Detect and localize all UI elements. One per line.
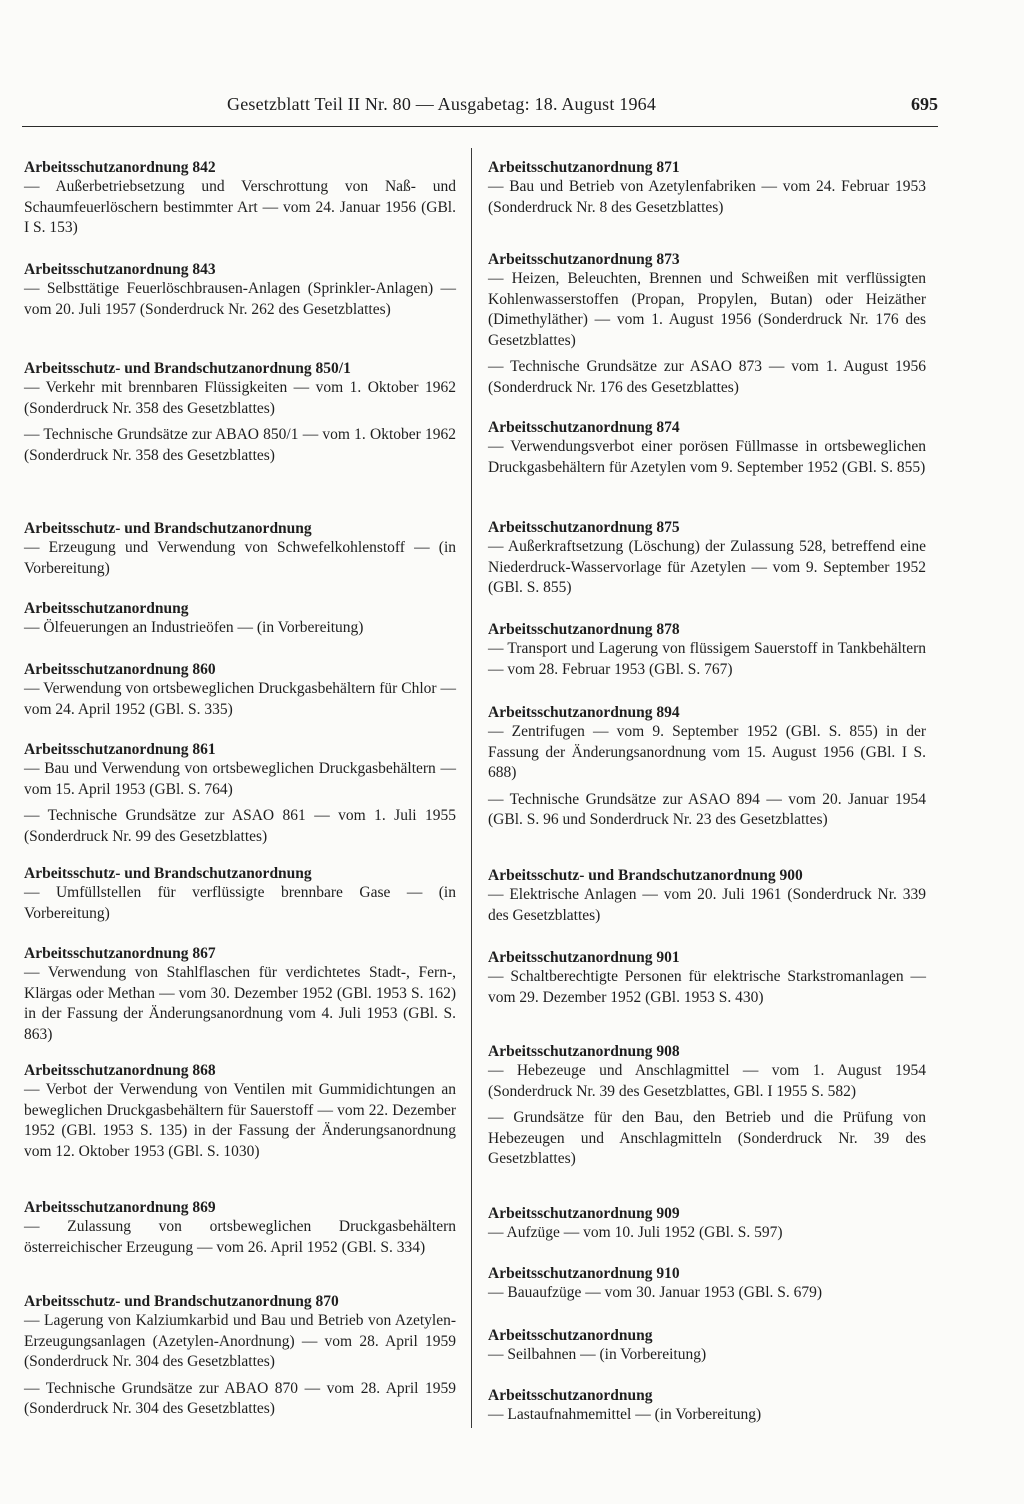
- entry-asao-843: [24, 260, 456, 320]
- entry-title: Arbeitsschutzanordnung 901: [488, 949, 680, 966]
- entry-title: Arbeitsschutzanordnung: [488, 1387, 653, 1404]
- entry-item: — Ölfeuerungen an Industrieöfen — (in Vorbereitung): [24, 619, 364, 636]
- entry-asao-oelfeuerungen: [24, 599, 456, 639]
- entry-item: — Schaltberechtigte Personen für elektrische Starkstromanlagen — vom 29. Dezember 1952 (GBl. 1953 S. 430): [488, 968, 926, 1006]
- entry-asao-861: [24, 740, 456, 847]
- entry-title: Arbeitsschutzanordnung 873: [488, 251, 680, 268]
- entry-item: — Verwendung von Stahlflaschen für verdichtetes Stadt-, Fern-, Klärgas oder Methan — vom 30. Dezember 1952 (GBl. 1953 S. 162) in der Fassung der Änderungsanordnung vom 4. Juli 1953 (GBl. S. 863): [24, 964, 456, 1043]
- entry-item: — Verwendungsverbot einer porösen Füllmasse in ortsbeweglichen Druckgasbehältern für Azetylen vom 9. September 1952 (GBl. S. 855): [488, 438, 926, 476]
- entry-title: Arbeitsschutzanordnung 894: [488, 704, 680, 721]
- entry-asao-860: [24, 660, 456, 720]
- entry-asao-875: [488, 518, 926, 599]
- entry-item: — Technische Grundsätze zur ASAO 873 — vom 1. August 1956 (Sonderdruck Nr. 176 des Gesetzblattes): [488, 358, 926, 396]
- entry-asao-873: [488, 250, 926, 399]
- entry-asao-908: [488, 1042, 926, 1170]
- entry-title: Arbeitsschutzanordnung 842: [24, 159, 216, 176]
- entry-title: Arbeitsschutzanordnung 871: [488, 159, 680, 176]
- entry-title: Arbeitsschutzanordnung 909: [488, 1205, 680, 1222]
- entry-item: — Aufzüge — vom 10. Juli 1952 (GBl. S. 597): [488, 1224, 783, 1241]
- entry-asao-842: [24, 158, 456, 239]
- entry-item: — Bauaufzüge — vom 30. Januar 1953 (GBl. S. 679): [488, 1284, 823, 1301]
- entry-title: Arbeitsschutzanordnung 867: [24, 945, 216, 962]
- entry-item: — Grundsätze für den Bau, den Betrieb und die Prüfung von Hebezeugen und Anschlagmitteln (Sonderdruck Nr. 39 des Gesetzblattes): [488, 1109, 926, 1168]
- entry-title: Arbeitsschutzanordnung 874: [488, 419, 680, 436]
- entry-item: — Außerbetriebsetzung und Verschrottung von Naß- und Schaumfeuerlöschern bestimmter Art — vom 24. Januar 1956 (GBl. I S. 153): [24, 178, 456, 237]
- entry-title: Arbeitsschutzanordnung 860: [24, 661, 216, 678]
- page-header: [22, 90, 938, 127]
- entry-asao-901: [488, 948, 926, 1008]
- entry-item: — Hebezeuge und Anschlagmittel — vom 1. August 1954 (Sonderdruck Nr. 39 des Gesetzblattes, GBl. I 1955 S. 582): [488, 1062, 926, 1100]
- entry-title: Arbeitsschutzanordnung 861: [24, 741, 216, 758]
- entry-item: — Umfüllstellen für verflüssigte brennbare Gase — (in Vorbereitung): [24, 884, 456, 922]
- entry-asao-seilbahnen: [488, 1326, 926, 1366]
- entry-asao-894: [488, 703, 926, 831]
- entry-title: Arbeitsschutzanordnung: [488, 1327, 653, 1344]
- entry-title: Arbeitsschutzanordnung 910: [488, 1265, 680, 1282]
- entry-asao-867: [24, 944, 456, 1045]
- entry-item: — Technische Grundsätze zur ABAO 870 — vom 28. April 1959 (Sonderdruck Nr. 304 des Gesetzblattes): [24, 1379, 456, 1418]
- entry-title: Arbeitsschutzanordnung 908: [488, 1043, 680, 1060]
- entry-title: Arbeitsschutz- und Brandschutzanordnung 850/1: [24, 360, 351, 377]
- entry-item: — Verwendung von ortsbeweglichen Druckgasbehältern für Chlor — vom 24. April 1952 (GBl. S. 335): [24, 680, 456, 718]
- entry-asao-869: [24, 1198, 456, 1258]
- entry-title: Arbeitsschutzanordnung 869: [24, 1199, 216, 1216]
- entry-title: Arbeitsschutz- und Brandschutzanordnung: [24, 865, 312, 882]
- entry-item: — Zentrifugen — vom 9. September 1952 (GBl. S. 855) in der Fassung der Änderungsanordnung vom 15. August 1956 (GBl. I S. 688): [488, 723, 926, 782]
- entry-item: — Technische Grundsätze zur ASAO 894 — vom 20. Januar 1954 (GBl. S. 96 und Sonderdruck Nr. 23 des Gesetzblattes): [488, 790, 926, 829]
- entry-item: — Bau und Betrieb von Azetylenfabriken — vom 24. Februar 1953 (Sonderdruck Nr. 8 des Gesetzblattes): [488, 178, 926, 216]
- entry-title: Arbeitsschutzanordnung 843: [24, 261, 216, 278]
- page-number: 695: [911, 94, 938, 114]
- entry-asao-lastaufnahmemittel: [488, 1386, 926, 1426]
- entry-item: — Verbot der Verwendung von Ventilen mit Gummidichtungen an beweglichen Druckgasbehältern für Sauerstoff — vom 22. Dezember 1952 (GBl. 1953 S. 135) in der Fassung der Änderungsanordnung vom 12. Oktober 1953 (GBl. S. 1030): [24, 1081, 456, 1160]
- entry-item: — Seilbahnen — (in Vorbereitung): [488, 1346, 707, 1363]
- entry-item: — Verkehr mit brennbaren Flüssigkeiten — vom 1. Oktober 1962 (Sonderdruck Nr. 358 des Gesetzblattes): [24, 379, 456, 417]
- entry-title: Arbeitsschutzanordnung 878: [488, 621, 680, 638]
- entry-abao-870: [24, 1292, 456, 1420]
- entry-title: Arbeitsschutzanordnung 868: [24, 1062, 216, 1079]
- entry-asao-909: [488, 1204, 926, 1244]
- entry-item: — Elektrische Anlagen — vom 20. Juli 1961 (Sonderdruck Nr. 339 des Gesetzblattes): [488, 886, 926, 924]
- entry-item: — Heizen, Beleuchten, Brennen und Schweißen mit verflüssigten Kohlenwasserstoffen (Propan, Propylen, Butan) oder Heizäther (Dimethyläther) — vom 1. August 1956 (Sonderdruck Nr. 176 des Gesetzblattes): [488, 270, 926, 349]
- entry-title: Arbeitsschutzanordnung 875: [488, 519, 680, 536]
- entry-title: Arbeitsschutzanordnung: [24, 600, 189, 617]
- entry-item: — Außerkraftsetzung (Löschung) der Zulassung 528, betreffend eine Niederdruck-Wasservorlage für Azetylen — vom 9. September 1952 (GBl. S. 855): [488, 538, 926, 597]
- entry-item: — Transport und Lagerung von flüssigem Sauerstoff in Tankbehältern — vom 28. Februar 1953 (GBl. S. 767): [488, 640, 926, 678]
- entry-asao-871: [488, 158, 926, 218]
- entry-item: — Lastaufnahmemittel — (in Vorbereitung): [488, 1406, 762, 1423]
- entry-abao-900: [488, 866, 926, 926]
- entry-item: — Selbsttätige Feuerlöschbrausen-Anlagen (Sprinkler-Anlagen) — vom 20. Juli 1957 (Sonderdruck Nr. 262 des Gesetzblattes): [24, 280, 456, 318]
- entry-item: — Zulassung von ortsbeweglichen Druckgasbehältern österreichischer Erzeugung — vom 26. April 1952 (GBl. S. 334): [24, 1218, 456, 1256]
- entry-item: — Lagerung von Kalziumkarbid und Bau und Betrieb von Azetylen-Erzeugungsanlagen (Azetylen-Anordnung) — vom 28. April 1959 (Sonderdruck Nr. 304 des Gesetzblattes): [24, 1312, 456, 1371]
- entry-abao-umfuellstellen: [24, 864, 456, 924]
- entry-item: — Technische Grundsätze zur ABAO 850/1 — vom 1. Oktober 1962 (Sonderdruck Nr. 358 des Gesetzblattes): [24, 426, 456, 464]
- entry-title: Arbeitsschutz- und Brandschutzanordnung: [24, 520, 312, 537]
- entry-abao-schwefelkohlenstoff: [24, 519, 456, 579]
- entry-asao-868: [24, 1061, 456, 1162]
- entry-asao-910: [488, 1264, 926, 1304]
- entry-asao-878: [488, 620, 926, 680]
- column-divider: [471, 148, 472, 1428]
- entry-title: Arbeitsschutz- und Brandschutzanordnung 900: [488, 867, 803, 884]
- entry-item: — Erzeugung und Verwendung von Schwefelkohlenstoff — (in Vorbereitung): [24, 539, 456, 577]
- entry-title: Arbeitsschutz- und Brandschutzanordnung 870: [24, 1293, 339, 1310]
- entry-asao-874: [488, 418, 926, 478]
- header-title: Gesetzblatt Teil II Nr. 80 — Ausgabetag: 18. August 1964: [227, 94, 657, 114]
- entry-item: — Technische Grundsätze zur ASAO 861 — vom 1. Juli 1955 (Sonderdruck Nr. 99 des Gesetzblattes): [24, 807, 456, 845]
- entry-item: — Bau und Verwendung von ortsbeweglichen Druckgasbehältern — vom 15. April 1953 (GBl. S. 764): [24, 760, 456, 798]
- entry-abao-850-1: [24, 359, 456, 466]
